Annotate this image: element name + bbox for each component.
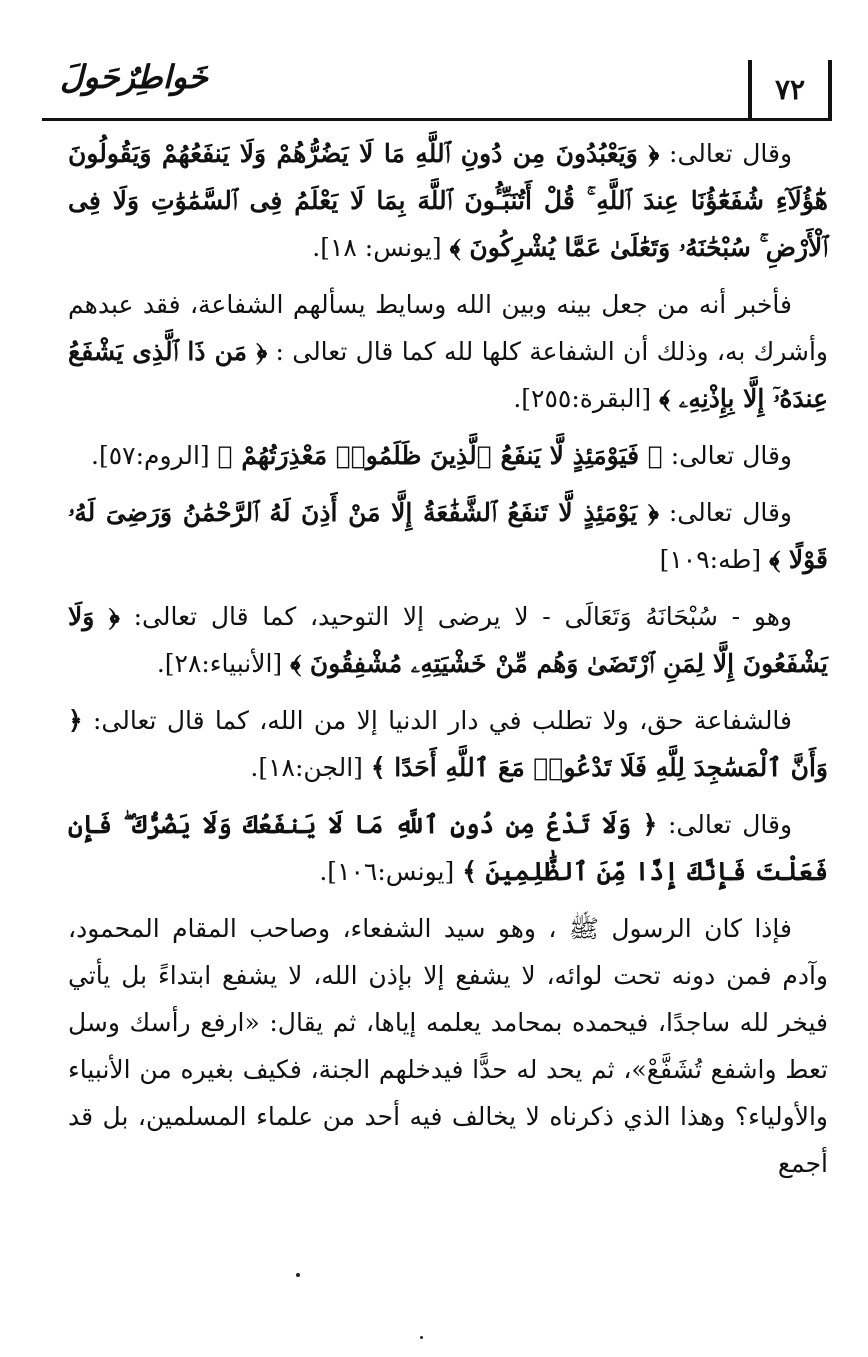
paragraph-intro: وقال تعالى:	[668, 498, 793, 527]
quran-verse: ﴿ وَلَا تَدْعُ مِن دُونِ ٱللَّهِ مَا لَا يَنفَعُكَ وَلَا يَضُرُّكَ ۖ فَإِن فَعَلْتَ فَإِنَّكَ إِذًا مِّنَ ٱلظَّٰلِمِينَ ﴾	[68, 810, 828, 886]
header-rule	[42, 118, 832, 121]
paragraph-intro: وقال تعالى:	[669, 139, 793, 168]
verse-reference: [الروم:٥٧].	[91, 441, 210, 470]
closing-paragraph	[68, 905, 828, 1187]
scan-speck	[420, 1336, 423, 1339]
running-title: خَواطِرٌحَولَ	[60, 58, 208, 96]
quran-verse: ﴿ وَلَا يَشْفَعُونَ إِلَّا لِمَنِ ٱرْتَضَىٰ وَهُم مِّنْ خَشْيَتِهِۦ مُشْفِقُونَ ﴾	[68, 602, 828, 678]
page-header	[42, 52, 832, 122]
verse-reference: [الجن:١٨].	[250, 753, 363, 782]
paragraph-2	[68, 281, 828, 422]
verse-reference: [يونس:١٠٦].	[319, 857, 455, 886]
paragraph-5	[68, 593, 828, 687]
paragraph-1	[68, 130, 828, 271]
paragraph-intro: وقال تعالى:	[667, 810, 793, 839]
paragraph-intro: وقال تعالى:	[670, 441, 792, 470]
scan-speck	[296, 1273, 300, 1277]
paragraph-3	[68, 432, 828, 479]
salawat-glyph: ﷺ	[568, 914, 599, 943]
quran-verse: ﴿ يَوْمَئِذٍ لَّا تَنفَعُ ٱلشَّفَٰعَةُ إِلَّا مَنْ أَذِنَ لَهُ ٱلرَّحْمَٰنُ وَرَضِىَ لَهُۥ قَوْلًا ﴾	[68, 498, 828, 574]
paragraph-4	[68, 489, 828, 583]
paragraph-intro: فأخبر أنه من جعل بينه وبين الله وسايط يسألهم الشفاعة، فقد عبدهم وأشرك به، وذلك أن الشفاعة كلها لله كما قال تعالى :	[68, 290, 828, 366]
verse-reference: [البقرة:٢٥٥].	[513, 384, 652, 413]
quran-verse: ﴿ مَن ذَا ٱلَّذِى يَشْفَعُ عِندَهُۥٓ إِلَّا بِإِذْنِهِۦ ﴾	[68, 337, 828, 413]
page-body	[68, 130, 828, 1197]
quran-verse: ﴿ وَيَعْبُدُونَ مِن دُونِ ٱللَّهِ مَا لَا يَضُرُّهُمْ وَلَا يَنفَعُهُمْ وَيَقُولُونَ هَٰٓؤُلَآءِ شُفَعَٰٓؤُنَا عِندَ ٱللَّهِ ۚ قُلْ أَتُنَبِّـُٔونَ ٱللَّهَ بِمَا لَا يَعْلَمُ فِى ٱلسَّمَٰوَٰتِ وَلَا فِى ٱلْأَرْضِ ۚ سُبْحَٰنَهُۥ وَتَعَٰلَىٰ عَمَّا يُشْرِكُونَ ﴾	[68, 139, 828, 262]
verse-reference: [طه:١٠٩]	[659, 545, 762, 574]
quran-verse: ﴿ وَأَنَّ ٱلْمَسَٰجِدَ لِلَّهِ فَلَا تَدْعُوا۟ مَعَ ٱللَّهِ أَحَدًا ﴾	[68, 706, 828, 782]
page-number: ٧٢	[748, 60, 832, 118]
closing-part-2: ، وهو سيد الشفعاء، وصاحب المقام المحمود، وآدم فمن دونه تحت لوائه، لا يشفع إلا بإذن الله، لا يشفع ابتداءً بل يأتي فيخر لله ساجدًا، فيحمده بمحامد يعلمه إياها، ثم يقال: «ارفع رأسك وسل تعط واشفع تُشَفَّعْ»، ثم يحد له حدًّا فيدخلهم الجنة، فكيف بغيره من الأنبياء والأولياء؟ وهذا الذي ذكرناه لا يخالف فيه أحد من علماء المسلمين، بل قد أجمع	[68, 914, 828, 1178]
verse-reference: [الأنبياء:٢٨].	[156, 649, 283, 678]
closing-part-1: فإذا كان الرسول	[611, 914, 792, 943]
paragraph-7	[68, 801, 828, 895]
quran-verse: ﴿ فَيَوْمَئِذٍ لَّا يَنفَعُ ٱلَّذِينَ ظَلَمُوا۟ مَعْذِرَتُهُمْ ﴾	[217, 441, 663, 470]
paragraph-intro: وهو - سُبْحَانَهُ وَتَعَالَى - لا يرضى إلا التوحيد، كما قال تعالى:	[133, 602, 793, 631]
verse-reference: [يونس: ١٨].	[312, 233, 442, 262]
paragraph-6	[68, 697, 828, 791]
paragraph-intro: فالشفاعة حق، ولا تطلب في دار الدنيا إلا من الله، كما قال تعالى:	[93, 706, 792, 735]
